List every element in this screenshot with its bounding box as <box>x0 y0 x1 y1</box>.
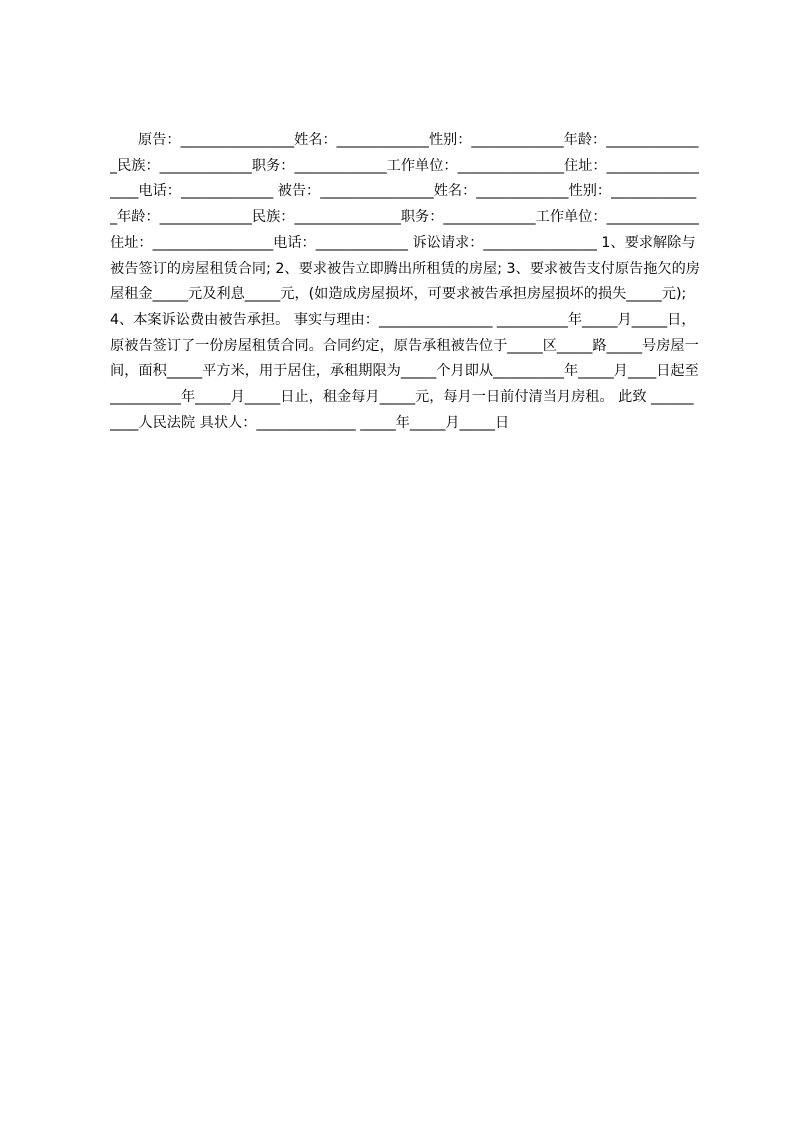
complaint-body-text: 原告：________________姓名：_____________性别：_____________年龄：______________民族：_____________职务：_____________工作单位：_______________住址：_________________电话：_____________ 被告：________________姓名：_____________性别：_____________年龄：_____________民族：_______________职务：_____________工作单位：_____________住址：_________________电话：_____________ 诉讼请求：________________ 1、要求解除与被告签订的房屋租赁合同; 2、要求被告立即腾出所租赁的房屋; 3、要求被告支付原告拖欠的房屋租金_____元及利息_____元，(如造成房屋损坏，可要求被告承担房屋损坏的损失_____元); 4、本案诉讼费由被告承担。 事实与理由：________________ __________年_____月_____日，原被告签订了一份房屋租赁合同。合同约定，原告承租被告位于_____区_____路_____号房屋一间，面积_____平方米，用于居住，承租期限为_____个月即从__________年_____月____日起至__________年_____月_____日止，租金每月_____元，每月一日前付清当月房租。 此致 __________人民法院 具状人：______________ _____年_____月_____日 <box>110 132 700 431</box>
